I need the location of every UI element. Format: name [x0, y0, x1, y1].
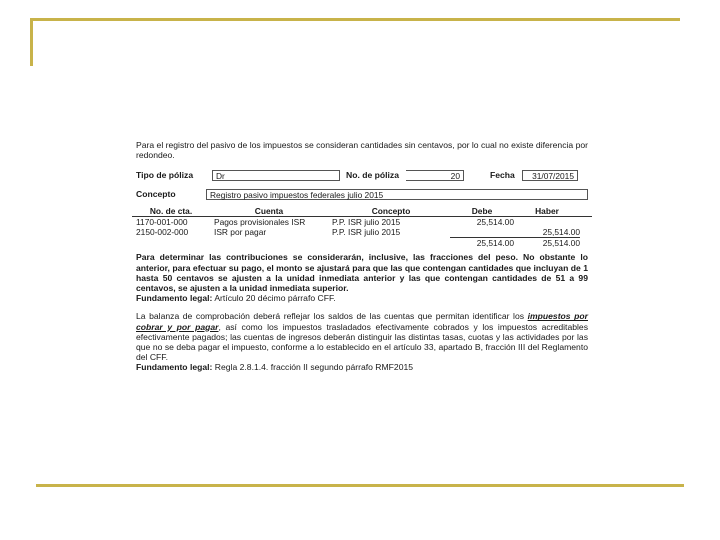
header-haber: Haber [535, 206, 559, 217]
intro-paragraph: Para el registro del pasivo de los impuestos se consideran cantidades sin centavos, por lo cual no existe diferencia por redondeo. [136, 140, 588, 161]
row-cuenta: ISR por pagar [214, 227, 267, 238]
table-row [132, 227, 592, 237]
header-cuenta: Cuenta [254, 206, 284, 217]
rounding-paragraph [136, 252, 588, 303]
table-header [132, 206, 592, 217]
legal-basis-text: Artículo 20 décimo párrafo CFF. [212, 293, 336, 304]
concepto-field: Registro pasivo impuestos federales julio 2015 [206, 189, 588, 200]
table-row [132, 217, 592, 227]
row-concepto: P.P. ISR julio 2015 [332, 217, 401, 228]
form-row-concepto [132, 187, 592, 201]
row-haber [514, 217, 580, 227]
frame-bottom-border [36, 484, 684, 487]
header-no-cta: No. de cta. [149, 206, 193, 217]
header-concepto: Concepto [371, 206, 411, 217]
balance-text-before: La balanza de comprobación deberá reflejar los saldos de las cuentas que permitan identificar los [136, 311, 528, 322]
row-cuenta: Pagos provisionales ISR [214, 217, 306, 228]
frame-top-border [30, 18, 680, 21]
total-debe: 25,514.00 [450, 237, 514, 248]
document-image [132, 140, 592, 373]
legal-basis-label-2: Fundamento legal: [136, 362, 213, 373]
balance-text-after: , así como los impuestos trasladados efectivamente cobrados y los impuestos acreditables efectivamente pagados; las cuentas de ingresos deberán distinguir las distintas tasas, cuotas y las actividades por las que no se deba pagar el impuesto, conforme a lo establecido en el artículo 33, apartado B, fracción III del Reglamento del CFF. [136, 321, 588, 363]
row-cta: 2150-002-000 [136, 227, 189, 238]
header-debe: Debe [471, 206, 493, 217]
rounding-text: Para determinar las contribuciones se considerarán, inclusive, las fracciones del peso. No obstante lo anterior, para efectuar su pago, el monto se ajustará para que las que contengan cantidades que incluyan de 1 hasta 50 centavos se ajusten a la unidad inmediata anterior y las que contengan cantidades de 51 a 99 centavos, se ajusten a la unidad inmediata superior. [136, 252, 588, 294]
row-concepto: P.P. ISR julio 2015 [332, 227, 401, 238]
legal-basis-text-2: Regla 2.8.1.4. fracción II segundo párrafo RMF2015 [212, 362, 414, 373]
balance-emphasis: impuestos por cobrar y por pagar [136, 311, 588, 332]
frame-left-border [30, 18, 33, 66]
concepto-label: Concepto [136, 189, 176, 200]
table-total-row [132, 237, 592, 248]
row-haber: 25,514.00 [542, 227, 580, 238]
row-cta: 1170-001-000 [136, 217, 188, 228]
legal-basis-label: Fundamento legal: [136, 293, 213, 304]
form-row-poliza [132, 168, 592, 182]
row-debe [450, 227, 514, 237]
total-haber: 25,514.00 [514, 237, 580, 248]
tipo-poliza-label: Tipo de póliza [136, 170, 194, 181]
balance-paragraph [136, 311, 588, 372]
no-poliza-label: No. de póliza [346, 170, 399, 181]
fecha-label: Fecha [490, 170, 515, 181]
row-debe: 25,514.00 [476, 217, 514, 228]
no-poliza-field: 20 [406, 170, 464, 181]
tipo-poliza-field: Dr [212, 170, 340, 181]
fecha-field: 31/07/2015 [522, 170, 578, 181]
